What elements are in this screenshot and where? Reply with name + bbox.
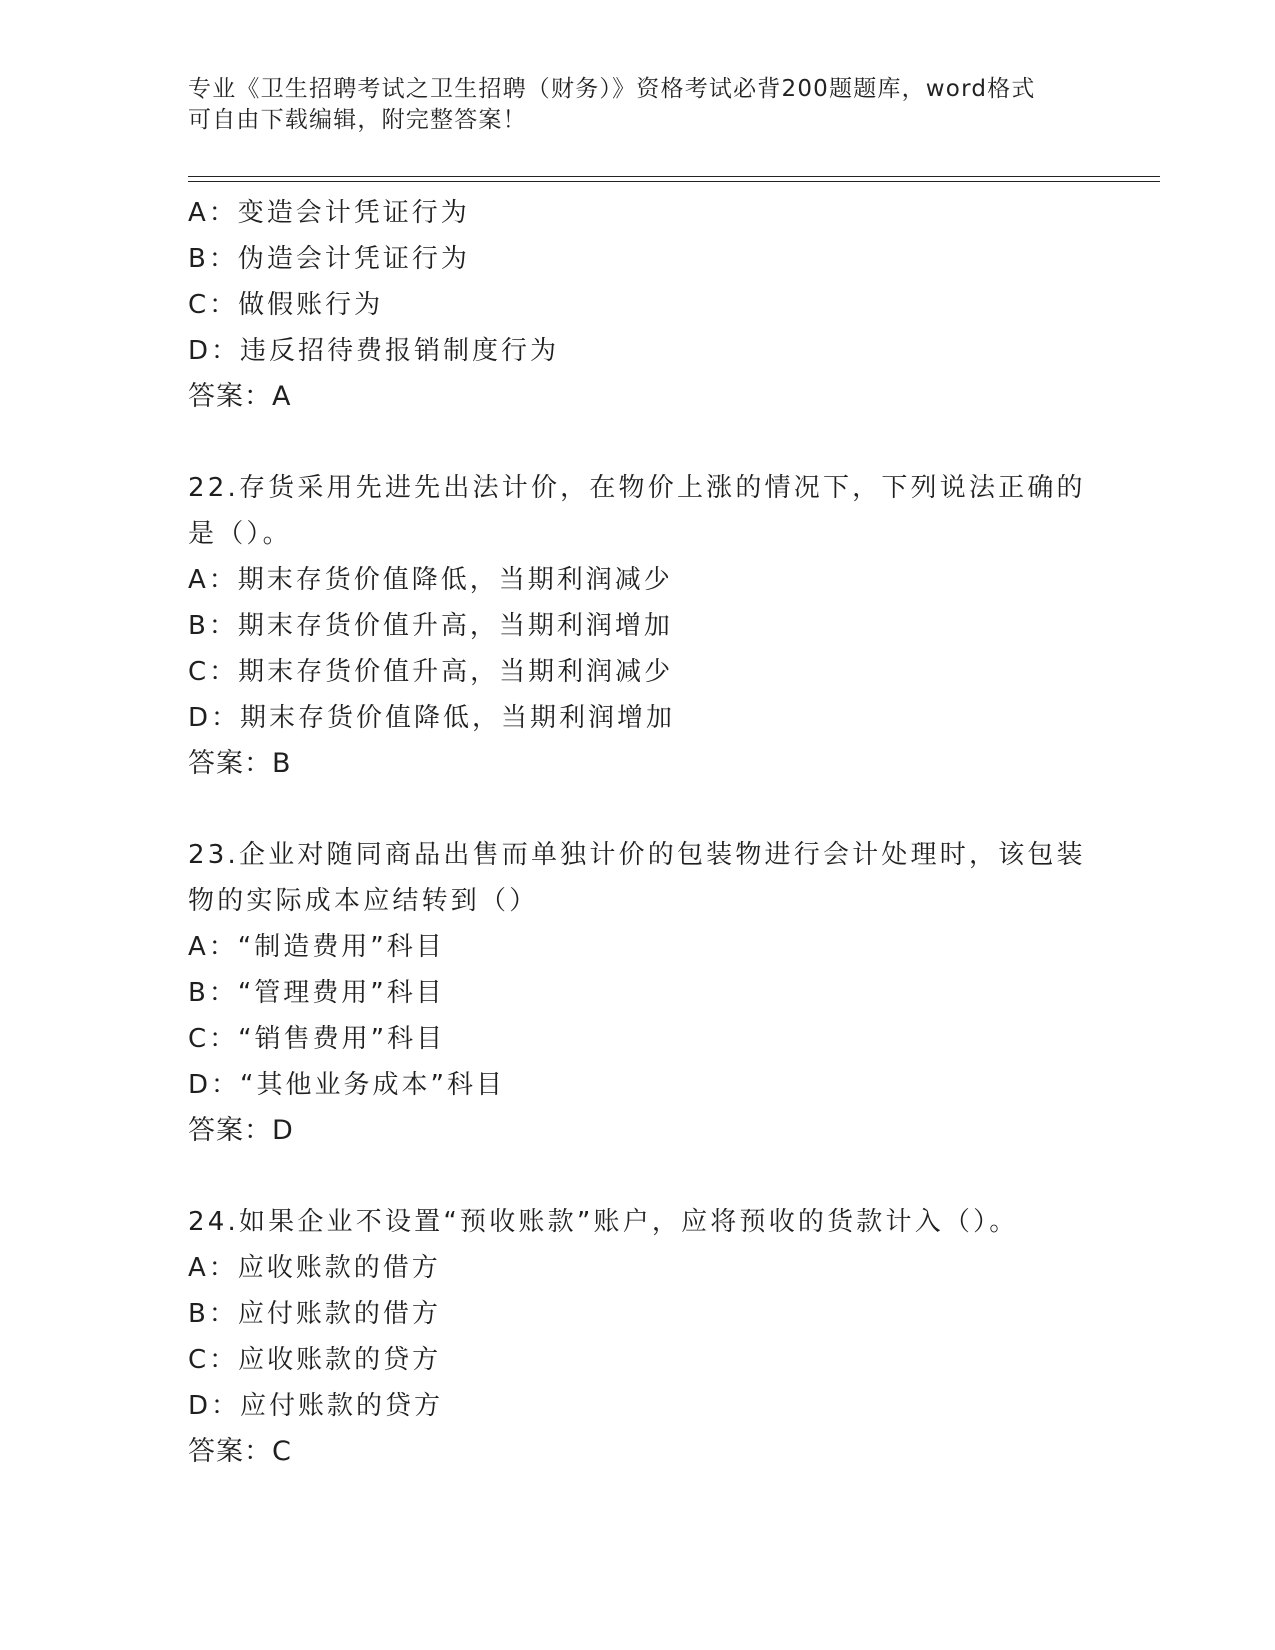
stem-line: 物的实际成本应结转到（） — [188, 886, 539, 916]
option-a: A：应收账款的借方 — [188, 1253, 441, 1283]
question-stem — [188, 832, 1088, 924]
header-line-1: 专业《卫生招聘考试之卫生招聘（财务）》资格考试必背200题题库，word格式 — [188, 76, 1036, 102]
question-stem — [188, 465, 1088, 557]
option-d: D：违反招待费报销制度行为 — [188, 336, 560, 366]
stem-line: 是（）。 — [188, 519, 292, 549]
stem-line: 24.如果企业不设置“预收账款”账户，应将预收的货款计入（）。 — [188, 1207, 1019, 1237]
spacer — [188, 787, 1088, 832]
option-c: C：应收账款的贷方 — [188, 1345, 442, 1375]
option-c: C：做假账行为 — [188, 290, 384, 320]
answer-line: 答案：D — [188, 1115, 294, 1146]
option-b: B：期末存货价值升高，当期利润增加 — [188, 611, 673, 641]
question-stem — [188, 1199, 1088, 1245]
document-header — [188, 74, 1088, 136]
question-content — [188, 190, 1088, 1475]
option-d: D：应付账款的贷方 — [188, 1391, 444, 1421]
stem-line: 22.存货采用先进先出法计价，在物价上涨的情况下，下列说法正确的 — [188, 473, 1086, 503]
question-22 — [188, 465, 1088, 787]
header-line-2: 可自由下载编辑，附完整答案！ — [188, 107, 527, 133]
answer-line: 答案：B — [188, 748, 292, 779]
option-d: D：期末存货价值降低，当期利润增加 — [188, 703, 676, 733]
header-divider-top — [188, 176, 1160, 177]
spacer — [188, 1154, 1088, 1199]
option-c: C：期末存货价值升高，当期利润减少 — [188, 657, 674, 687]
option-a: A：期末存货价值降低，当期利润减少 — [188, 565, 673, 595]
header-divider-bottom — [188, 181, 1160, 182]
stem-line: 23.企业对随同商品出售而单独计价的包装物进行会计处理时，该包装 — [188, 840, 1086, 870]
option-c: C：“销售费用”科目 — [188, 1024, 446, 1054]
option-b: B：“管理费用”科目 — [188, 978, 445, 1008]
answer-line: 答案：A — [188, 381, 292, 412]
option-a: A：变造会计凭证行为 — [188, 198, 470, 228]
option-b: B：伪造会计凭证行为 — [188, 244, 470, 274]
option-b: B：应付账款的借方 — [188, 1299, 441, 1329]
question-24 — [188, 1199, 1088, 1475]
option-d: D：“其他业务成本”科目 — [188, 1070, 505, 1100]
question-21-continued — [188, 190, 1088, 420]
option-a: A：“制造费用”科目 — [188, 932, 445, 962]
spacer — [188, 420, 1088, 465]
question-23 — [188, 832, 1088, 1154]
answer-line: 答案：C — [188, 1436, 292, 1467]
